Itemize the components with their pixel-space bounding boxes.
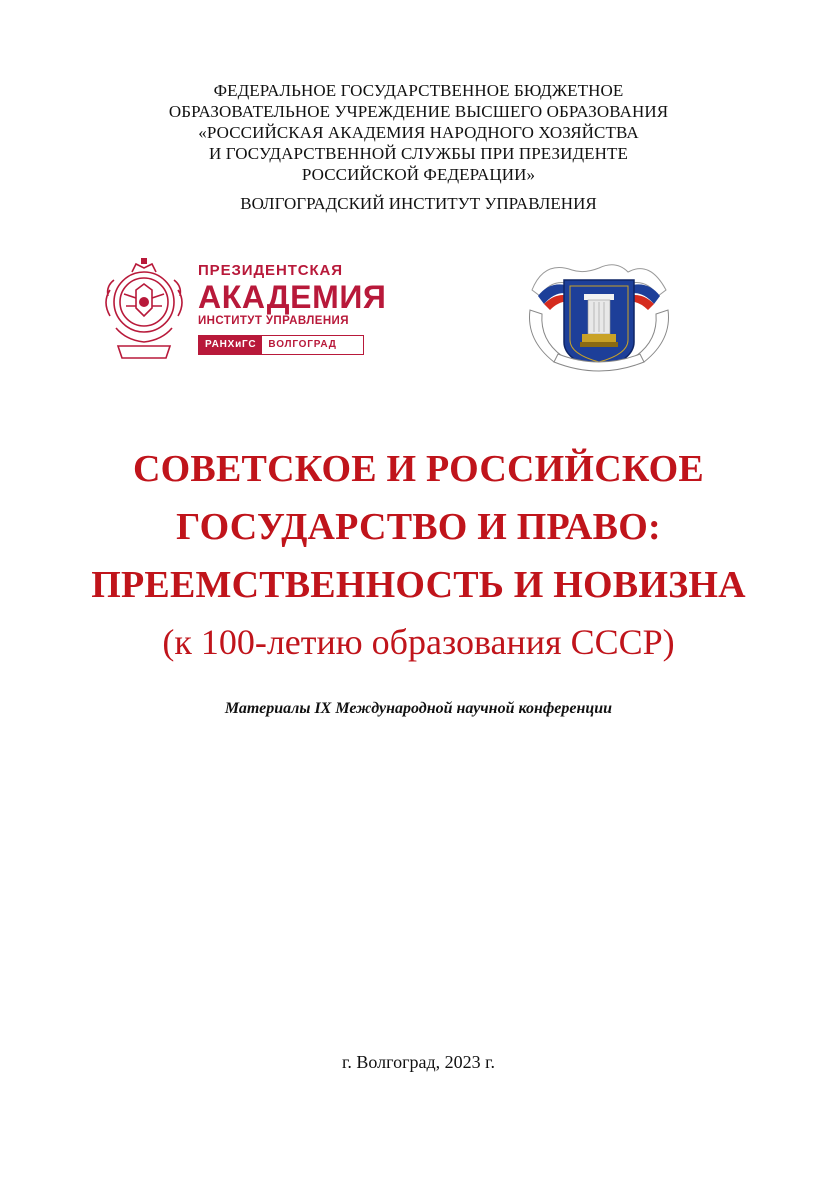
wordmark-line-3: ИНСТИТУТ УПРАВЛЕНИЯ — [198, 315, 349, 327]
academy-wordmark — [198, 262, 387, 355]
header-line: И ГОСУДАРСТВЕННОЙ СЛУЖБЫ ПРИ ПРЕЗИДЕНТЕ — [208, 144, 629, 163]
presidential-academy-logo — [96, 250, 387, 372]
institute-name: ВОЛГОГРАДСКИЙ ИНСТИТУТ УПРАВЛЕНИЯ — [240, 194, 597, 213]
association-emblem-icon — [524, 250, 674, 380]
document-title — [0, 440, 837, 670]
title-line: ГОСУДАРСТВО И ПРАВО: — [176, 506, 661, 548]
header-line: ФЕДЕРАЛЬНОЕ ГОСУДАРСТВЕННОЕ БЮДЖЕТНОЕ — [213, 81, 624, 100]
double-headed-eagle-seal-icon — [96, 250, 192, 370]
header-line: «РОССИЙСКАЯ АКАДЕМИЯ НАРОДНОГО ХОЗЯЙСТВА — [198, 123, 639, 142]
title-line: СОВЕТСКОЕ И РОССИЙСКОЕ — [133, 448, 704, 490]
badge-ranepa: РАНХиГС — [199, 336, 262, 354]
header-line: РОССИЙСКОЙ ФЕДЕРАЦИИ» — [301, 165, 536, 184]
title-subtitle: (к 100-летию образования СССР) — [162, 622, 675, 662]
badge-city: ВОЛГОГРАД — [268, 339, 337, 350]
ranepa-badge — [198, 335, 364, 355]
publisher-header — [0, 80, 837, 214]
title-line: ПРЕЕМСТВЕННОСТЬ И НОВИЗНА — [91, 564, 746, 606]
header-line: ОБРАЗОВАТЕЛЬНОЕ УЧРЕЖДЕНИЕ ВЫСШЕГО ОБРАЗОВАНИЯ — [168, 102, 669, 121]
association-emblem — [524, 250, 674, 380]
wordmark-line-2: АКАДЕМИЯ — [198, 279, 387, 315]
conference-materials-note: Материалы IX Международной научной конференции — [224, 700, 613, 717]
place-and-year: г. Волгоград, 2023 г. — [342, 1052, 495, 1072]
wordmark-line-1: ПРЕЗИДЕНТСКАЯ — [198, 262, 343, 279]
